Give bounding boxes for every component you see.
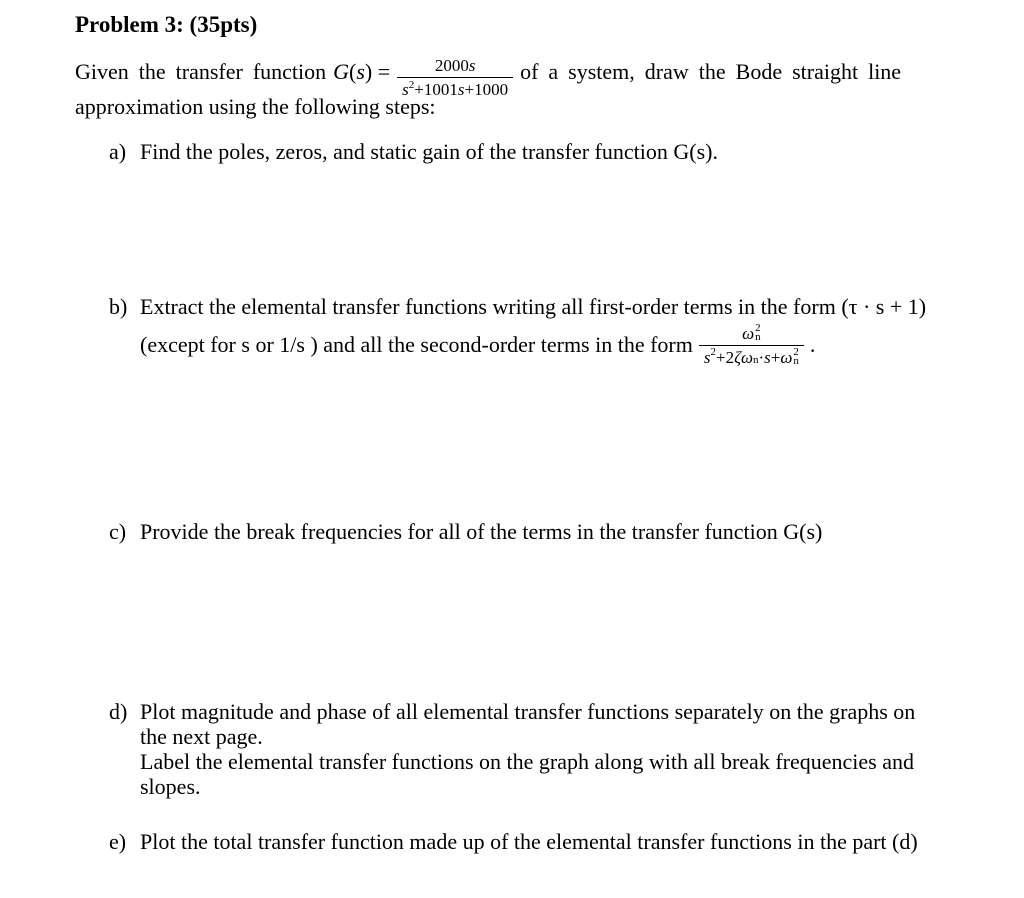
item-d-line-3: Label the elemental transfer functions on the graph along with all break frequencies and (140, 749, 914, 774)
list-item-c (109, 519, 822, 544)
item-b-body (140, 294, 926, 367)
omega-n-squared-script (755, 324, 761, 342)
item-d-label: d) (109, 699, 128, 724)
list-item-b (109, 294, 926, 367)
den-omega-2: ω (780, 347, 793, 367)
item-b-line-1: Extract the elemental transfer functions writing all first-order terms in the form (τ · s + 1) (140, 294, 927, 319)
den-s-2: s (764, 347, 771, 367)
numerator-subscript: n (755, 331, 761, 343)
fraction-numerator (430, 56, 481, 77)
den-omega-2-script (793, 348, 799, 366)
item-d-line-4: slopes. (140, 774, 201, 799)
item-d-line-2: the next page. (140, 724, 263, 749)
item-c-text: Provide the break frequencies for all of the terms in the transfer function G(s) (140, 519, 823, 544)
denominator-middle: +1001 (414, 80, 458, 99)
den-plus: + (770, 347, 781, 367)
intro-text-before: Given the transfer function (75, 59, 327, 84)
numerator-variable: s (468, 56, 476, 75)
denominator-tail: +1000 (464, 80, 509, 99)
list-item-e (109, 829, 918, 854)
second-order-numerator (737, 324, 766, 345)
denominator-variable-1: s (402, 80, 409, 99)
equals-sign: ) = (364, 59, 391, 84)
den-variable-s: s (703, 347, 711, 367)
problem-heading: Problem 3: (35pts) (75, 12, 258, 37)
item-e-label: e) (109, 829, 127, 854)
item-b-trailing-period: . (809, 331, 816, 357)
var-s: s (356, 59, 365, 84)
fraction-denominator: s 2 +1001 s +1000 (397, 77, 513, 99)
item-c-label: c) (109, 519, 127, 544)
numerator-exponent: 2 (755, 322, 761, 334)
intro-text-after: of a system, draw the Bode straight line (520, 59, 902, 84)
item-a-label: a) (109, 139, 127, 164)
den-omega-1: ω (740, 347, 753, 367)
item-d-line-1: Plot magnitude and phase of all elemental transfer functions separately on the graphs on (140, 699, 916, 724)
item-b-label: b) (109, 294, 128, 319)
item-b-line-2 (140, 321, 926, 367)
zeta-symbol: ζ (734, 347, 741, 367)
transfer-function-lhs (333, 59, 390, 84)
second-order-denominator: s 2 +2 ζ ω n · s + ω 2 n (699, 345, 804, 367)
list-item-a (109, 139, 718, 164)
den-term: +2 (716, 347, 735, 367)
second-order-fraction (699, 324, 804, 367)
numerator-coefficient: 2000 (434, 56, 469, 75)
intro-line-1 (75, 50, 902, 99)
denominator-variable-2: s (457, 80, 465, 99)
item-a-text: Find the poles, zeros, and static gain of the transfer function G(s). (140, 139, 718, 164)
paren-open: ( (349, 59, 357, 84)
den-omega-2-exponent: 2 (793, 346, 799, 358)
intro-line-2: approximation using the following steps: (75, 94, 436, 119)
item-b-line-2-text: (except for s or 1/s ) and all the second-order terms in the form (140, 331, 693, 357)
transfer-function-fraction (397, 56, 513, 99)
den-omega-2-subscript: n (793, 355, 799, 367)
var-G: G (333, 59, 350, 84)
item-d-body (140, 699, 915, 799)
den-dot: · (758, 347, 765, 367)
list-item-d (109, 699, 915, 799)
omega-symbol: ω (742, 323, 755, 343)
item-e-text: Plot the total transfer function made up of the elemental transfer functions in the part (d) (140, 829, 918, 854)
